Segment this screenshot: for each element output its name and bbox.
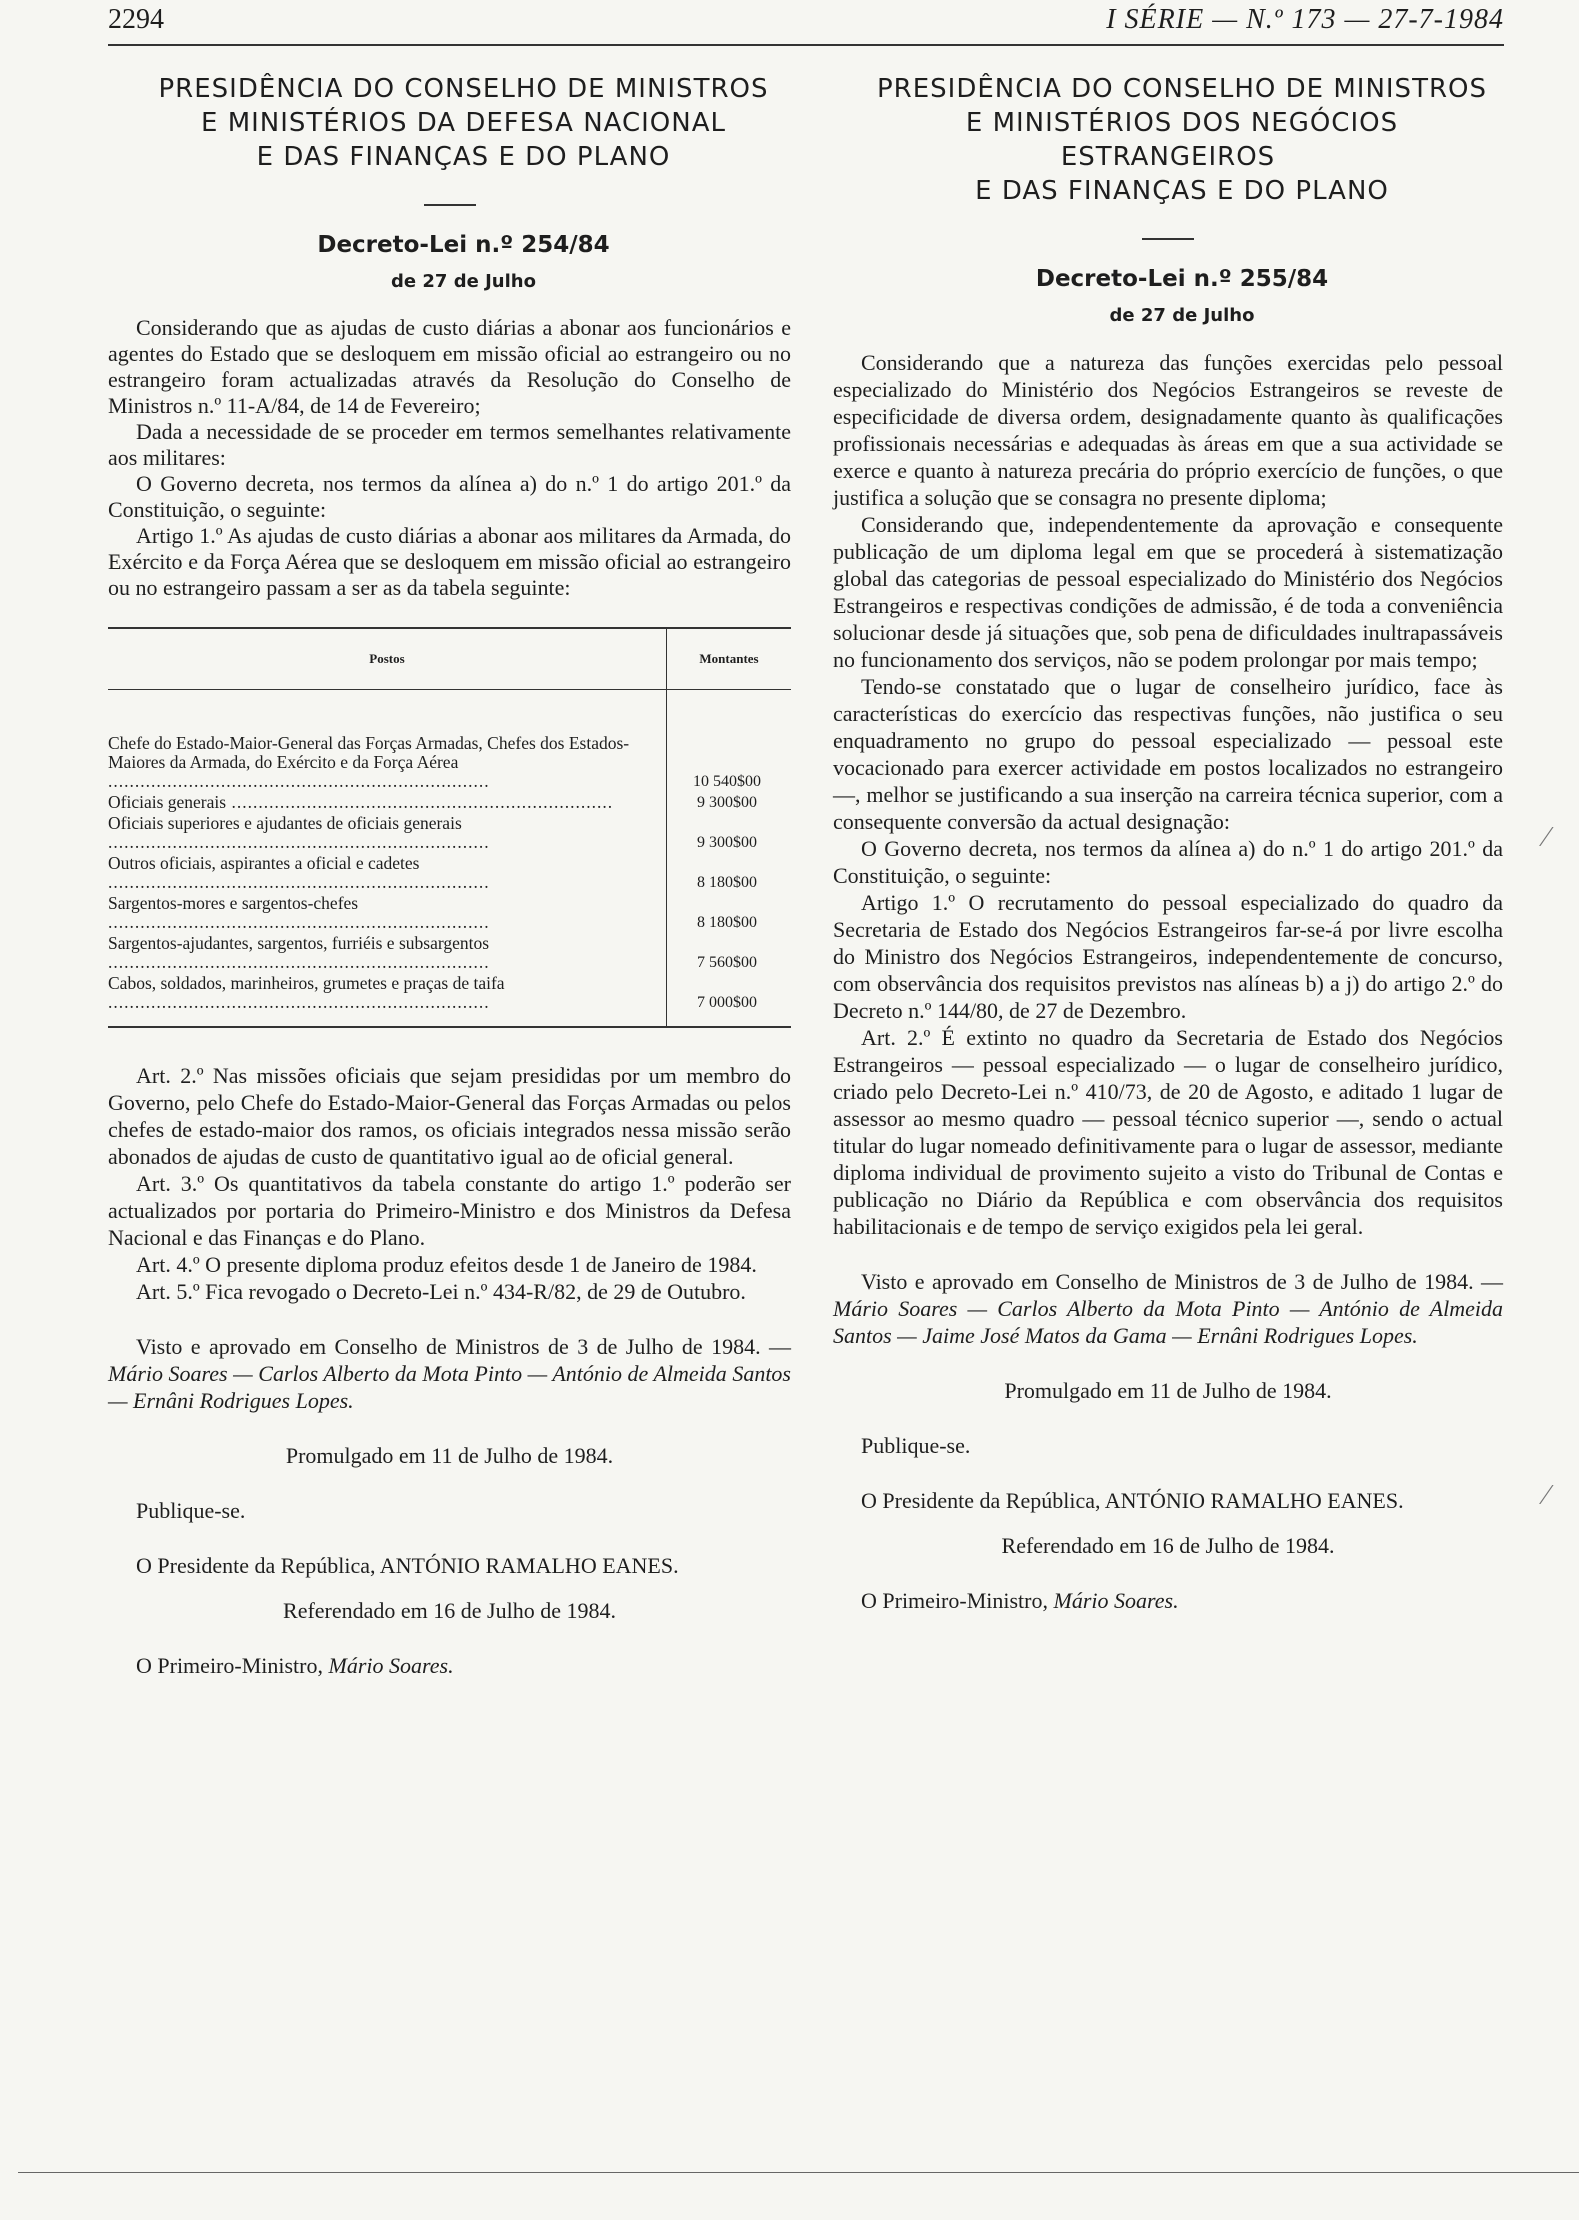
ministry-line: E DAS FINANÇAS E DO PLANO	[256, 142, 671, 172]
ministry-line: E MINISTÉRIOS DA DEFESA NACIONAL	[201, 108, 726, 138]
decree-articles	[108, 1062, 791, 1679]
paragraph: O Governo decreta, nos termos da alínea a) do n.º 1 do artigo 201.º da Constituição, o seguinte:	[833, 836, 1503, 888]
approval-text: Visto e aprovado em Conselho de Ministros de 3 de Julho de 1984. —	[861, 1269, 1503, 1294]
paragraph: Art. 5.º Fica revogado o Decreto-Lei n.º 434-R/82, de 29 de Outubro.	[136, 1279, 746, 1304]
publish-order: Publique-se.	[861, 1433, 971, 1458]
amount-cell: 8 180$00	[667, 893, 792, 933]
amount-cell: 9 300$00	[667, 792, 792, 813]
approval-paragraph	[108, 1333, 791, 1414]
decree-date: de 27 de Julho	[1109, 304, 1255, 326]
ministry-line: E MINISTÉRIOS DOS NEGÓCIOS ESTRANGEIROS	[965, 108, 1399, 172]
decree-title: Decreto-Lei n.º 254/84	[317, 232, 610, 258]
margin-mark-icon: ⁄	[1544, 1480, 1549, 1511]
leader-dots	[108, 872, 490, 892]
leader-dots	[226, 792, 613, 812]
pm-title: O Primeiro-Ministro,	[136, 1653, 329, 1678]
pm-name: Mário Soares.	[328, 1653, 454, 1678]
approval-paragraph	[833, 1268, 1503, 1349]
ministry-heading	[108, 72, 791, 174]
signatories: Mário Soares — Carlos Alberto da Mota Pinto — António de Almeida Santos — Jaime José Matos da Gama — Ernâni Rodrigues Lopes.	[833, 1296, 1503, 1348]
table-row	[108, 853, 791, 893]
section-divider	[424, 204, 476, 206]
pm-signature	[108, 1652, 791, 1679]
president-signature: O Presidente da República, ANTÓNIO RAMALHO EANES.	[861, 1488, 1404, 1513]
president-signature: O Presidente da República, ANTÓNIO RAMALHO EANES.	[136, 1553, 679, 1578]
section-divider	[1142, 238, 1194, 240]
paragraph: Considerando que a natureza das funções exercidas pelo pessoal especializado do Ministério dos Negócios Estrangeiros se reveste de especificidade de diversa ordem, designadamente quanto às qualificações profissionais necessárias e adequadas às áreas em que a sua actividade se exerce e quanto à natureza precária do próprio exercício de funções, o que justifica a solução que se consagra no presente diploma;	[833, 350, 1503, 510]
paragraph: Artigo 1.º O recrutamento do pessoal especializado do quadro da Secretaria de Estado dos Negócios Estrangeiros far-se-á por livre escolha do Ministro dos Negócios Estrangeiros, independentemente de concurso, com observância dos requisitos previstos nas alíneas b) a j) do artigo 2.º do Decreto n.º 144/80, de 27 de Dezembro.	[833, 890, 1503, 1023]
paragraph: Art. 2.º É extinto no quadro da Secretaria de Estado dos Negócios Estrangeiros — pessoal especializado — o lugar de conselheiro jurídico, criado pelo Decreto-Lei n.º 410/73, de 20 de Agosto, e aditado 1 lugar de assessor ao mesmo quadro — pessoal técnico superior —, sendo o actual titular do lugar nomeado definitivamente para o lugar de assessor, mediante diploma individual de provimento sujeito a visto do Tribunal de Contas e publicação no Diário da República e com observância dos requisitos habilitacionais e de tempo de serviço exigidos pela lei geral.	[833, 1025, 1503, 1239]
approval-text: Visto e aprovado em Conselho de Ministros de 3 de Julho de 1984. —	[136, 1334, 791, 1359]
promulgation-date: Promulgado em 11 de Julho de 1984.	[1004, 1378, 1332, 1403]
amount-cell: 7 000$00	[667, 973, 792, 1027]
rank-cell: Sargentos-mores e sargentos-chefes	[108, 893, 359, 913]
page-number: 2294	[108, 4, 164, 35]
paragraph: Art. 3.º Os quantitativos da tabela constante do artigo 1.º poderão ser actualizados por portaria do Primeiro-Ministro e dos Ministros da Defesa Nacional e das Finanças e do Plano.	[108, 1171, 791, 1250]
rank-cell: Sargentos-ajudantes, sargentos, furriéis e subsargentos	[108, 933, 490, 953]
table-row	[108, 933, 791, 973]
paragraph: Considerando que as ajudas de custo diárias a abonar aos funcionários e agentes do Estado que se desloquem em missão oficial ao estrangeiro ou no estrangeiro foram actualizadas através da Resolução do Conselho de Ministros n.º 11-A/84, de 14 de Fevereiro;	[108, 315, 791, 418]
table-header-row	[108, 628, 791, 690]
amount-cell: 9 300$00	[667, 813, 792, 853]
amount-cell: 8 180$00	[667, 853, 792, 893]
ministry-line: PRESIDÊNCIA DO CONSELHO DE MINISTROS	[877, 74, 1487, 104]
left-column	[108, 72, 791, 1679]
amount-cell: 10 540$00	[667, 690, 792, 793]
paragraph: Considerando que, independentemente da aprovação e consequente publicação de um diploma legal em que se procederá à sistematização global das categorias de pessoal especializado do Ministério dos Negócios Estrangeiros e respectivas condições de admissão, é de toda a conveniência solucionar desde já situações que, sob pena de dificuldades inultrapassáveis no funcionamento dos serviços, não se podem prolongar por mais tempo;	[833, 512, 1503, 672]
amount-cell: 7 560$00	[667, 933, 792, 973]
rank-cell: Chefe do Estado-Maior-General das Forças Armadas, Chefes dos Estados-Maiores da Armada, do Exército e da Força Aérea	[108, 733, 630, 772]
pm-signature	[833, 1587, 1503, 1614]
leader-dots	[108, 771, 490, 791]
pm-title: O Primeiro-Ministro,	[861, 1588, 1054, 1613]
leader-dots	[108, 952, 490, 972]
ministry-line: PRESIDÊNCIA DO CONSELHO DE MINISTROS	[158, 74, 769, 104]
rank-cell: Oficiais generais	[108, 792, 227, 812]
decree-body	[108, 315, 791, 601]
table-row	[108, 973, 791, 1027]
paragraph: Artigo 1.º As ajudas de custo diárias a abonar aos militares da Armada, do Exército e da Força Aérea que se desloquem em missão oficial ao estrangeiro ou no estrangeiro passam a ser as da tabela seguinte:	[108, 523, 791, 600]
allowance-table	[108, 627, 791, 1028]
ministry-line: E DAS FINANÇAS E DO PLANO	[975, 176, 1389, 206]
signatories: Mário Soares — Carlos Alberto da Mota Pinto — António de Almeida Santos — Ernâni Rodrigues Lopes.	[108, 1361, 791, 1413]
table-row	[108, 792, 791, 813]
column-header-postos: Postos	[369, 651, 405, 666]
table-row	[108, 813, 791, 853]
margin-mark-icon: ⁄	[1544, 822, 1549, 853]
header-rule	[108, 44, 1504, 46]
decree-body	[833, 349, 1503, 1614]
leader-dots	[108, 832, 490, 852]
promulgation-date: Promulgado em 11 de Julho de 1984.	[285, 1443, 614, 1468]
decree-date: de 27 de Julho	[391, 270, 536, 292]
leader-dots	[108, 912, 490, 932]
column-header-montantes: Montantes	[667, 628, 792, 690]
paragraph: Art. 2.º Nas missões oficiais que sejam presididas por um membro do Governo, pelo Chefe do Estado-Maior-General das Forças Armadas ou pelos chefes de estado-maior dos ramos, os oficiais integrados nessa missão serão abonados de ajudas de custo de quantitativo igual ao de oficial general.	[108, 1063, 791, 1169]
publish-order: Publique-se.	[136, 1498, 246, 1523]
referendum-date: Referendado em 16 de Julho de 1984.	[283, 1598, 616, 1623]
rank-cell: Oficiais superiores e ajudantes de oficiais generais	[108, 813, 462, 833]
ministry-heading	[833, 72, 1503, 208]
right-column	[833, 72, 1503, 1614]
series-issue-date: I SÉRIE — N.º 173 — 27-7-1984	[1106, 4, 1504, 35]
referendum-date: Referendado em 16 de Julho de 1984.	[1001, 1533, 1335, 1558]
footer-rule	[18, 2172, 1579, 2173]
paragraph: Dada a necessidade de se proceder em termos semelhantes relativamente aos militares:	[108, 419, 791, 470]
pm-name: Mário Soares.	[1053, 1588, 1179, 1613]
paragraph: O Governo decreta, nos termos da alínea a) do n.º 1 do artigo 201.º da Constituição, o seguinte:	[108, 471, 791, 522]
rank-cell: Cabos, soldados, marinheiros, grumetes e praças de taifa	[108, 973, 505, 993]
decree-title: Decreto-Lei n.º 255/84	[1035, 266, 1329, 292]
table-row	[108, 690, 791, 793]
rank-cell: Outros oficiais, aspirantes a oficial e cadetes	[108, 853, 420, 873]
paragraph: Tendo-se constatado que o lugar de conselheiro jurídico, face às características do exercício das respectivas funções, não justifica o seu enquadramento no grupo do pessoal especializado — pessoal este vocacionado para exercer actividade em postos localizados no estrangeiro —, melhor se justificando a sua inserção na carreira técnica superior, com a consequente conversão da actual designação:	[833, 674, 1503, 834]
leader-dots	[108, 992, 490, 1012]
paragraph: Art. 4.º O presente diploma produz efeitos desde 1 de Janeiro de 1984.	[136, 1252, 757, 1277]
table-row	[108, 893, 791, 933]
